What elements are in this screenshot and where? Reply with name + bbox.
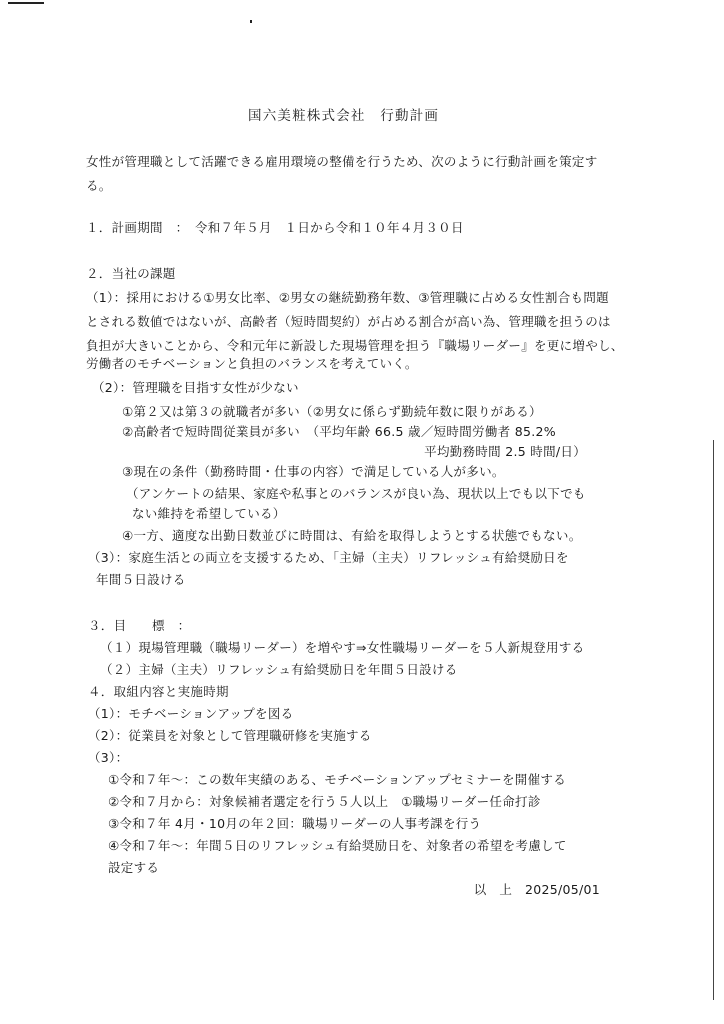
- section2-p3-line2: 年間５日設ける: [96, 572, 186, 587]
- scan-dot: [250, 20, 252, 23]
- section4-item3: （3）：: [88, 750, 129, 765]
- section4-sub3: ③令和７年 4月・10月の年２回：職場リーダーの人事考課を行う: [108, 816, 482, 831]
- section2-p2-item1: ①第２又は第３の就職者が多い（②男女に係らず勤続年数に限りがある）: [122, 404, 542, 419]
- closing-date: 以 上 2025/05/01: [473, 882, 600, 897]
- plan-period: １．計画期間 ： 令和７年５月 １日から令和１０年４月３０日: [86, 220, 464, 235]
- goal-2: （２）主婦（主夫）リフレッシュ有給奨励日を年間５日設ける: [100, 662, 458, 677]
- section2-p1-line2: とされる数値ではないが、高齢者（短時間契約）が占める割合が高い為、管理職を担うのは: [86, 314, 611, 329]
- section2-p1-line3: 負担が大きいことから、令和元年に新設した現場管理を担う『職場リーダー』を更に増やし、: [86, 338, 624, 353]
- section2-p1-line1: （1）：採用における①男女比率、②男女の継続勤務年数、③管理職に占める女性割合も問題: [86, 290, 609, 305]
- intro-line-1: 女性が管理職として活躍できる雇用環境の整備を行うため、次のように行動計画を策定す: [86, 154, 598, 169]
- scan-corner-mark: [8, 2, 44, 4]
- section2-p2-item3-note1: （アンケートの結果、家庭や私事とのバランスが良い為、現状以上でも以下でも: [126, 486, 586, 501]
- section4-item2: （2）：従業員を対象として管理職研修を実施する: [88, 728, 372, 743]
- section2-p2-item2-cont: 平均勤務時間 2.5 時間/日）: [424, 444, 586, 459]
- section4-sub1: ①令和７年～：この数年実績のある、モチベーションアップセミナーを開催する: [108, 772, 567, 787]
- section4-sub2: ②令和７月から：対象候補者選定を行う５人以上 ①職場リーダー任命打診: [108, 794, 541, 809]
- section2-p3-line1: （3）：家庭生活との両立を支援するため、「主婦（主夫）リフレッシュ有給奨励日を: [88, 550, 569, 565]
- document-title: 国六美粧株式会社 行動計画: [248, 108, 440, 124]
- scan-edge-line: [713, 440, 714, 1000]
- section2-p2-item4: ④一方、適度な出勤日数並びに時間は、有給を取得しようとする状態でもない。: [122, 528, 582, 543]
- section3-heading: ３．目 標 ：: [88, 618, 191, 633]
- section2-p2-item3: ③現在の条件（勤務時間・仕事の内容）で満足している人が多い。: [122, 464, 505, 479]
- section2-p2-item3-note2: ない維持を希望している）: [132, 506, 286, 521]
- section4-sub4-line1: ④令和７年～：年間５日のリフレッシュ有給奨励日を、対象者の希望を考慮して: [108, 838, 567, 853]
- section2-p2-item2: ②高齢者で短時間従業員が多い （平均年齢 66.5 歳／短時間労働者 85.2%: [122, 424, 556, 439]
- section4-heading: ４．取組内容と実施時期: [88, 684, 229, 699]
- section2-p2-heading: （2）：管理職を目指す女性が少ない: [92, 380, 299, 395]
- section4-item1: （1）：モチベーションアップを図る: [88, 706, 294, 721]
- goal-1: （１）現場管理職（職場リーダー）を増やす⇒女性職場リーダーを５人新規登用する: [100, 640, 585, 655]
- section2-heading: ２．当社の課題: [86, 266, 176, 281]
- section2-p1-line4: 労働者のモチベーションと負担のバランスを考えていく。: [86, 356, 418, 371]
- intro-line-2: る。: [86, 178, 112, 193]
- section4-sub4-line2: 設定する: [108, 860, 160, 875]
